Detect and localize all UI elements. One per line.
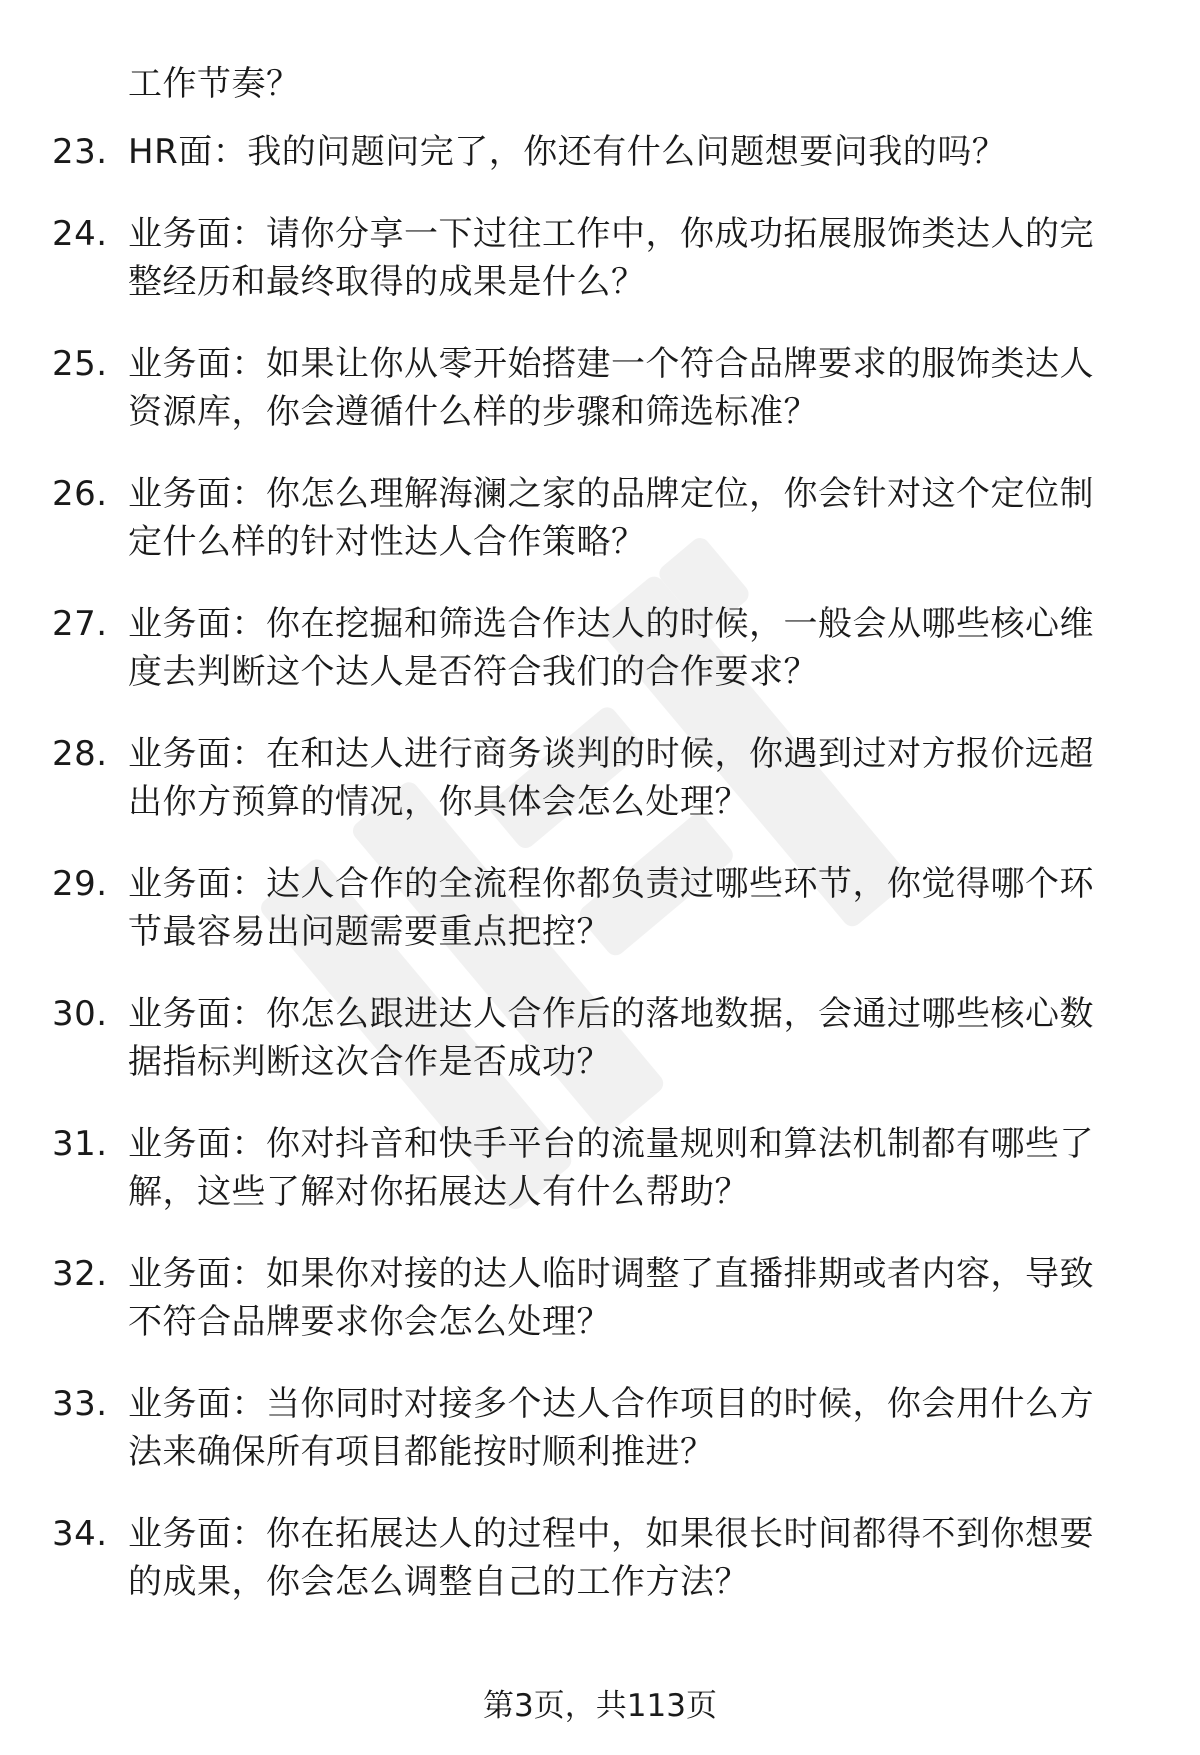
page-footer: 第3页，共113页 [483, 1688, 717, 1724]
question-text: 业务面：你对抖音和快手平台的流量规则和算法机制都有哪些了 解，这些了解对你拓展达人有什么帮助？ [128, 1124, 1094, 1212]
question-number: 31. [52, 1124, 108, 1164]
question-text: 业务面：在和达人进行商务谈判的时候，你遇到过对方报价远超 出你方预算的情况，你具体会怎么处理？ [128, 734, 1094, 822]
question-number: 26. [52, 474, 108, 514]
list-item [0, 600, 1200, 696]
list-item [0, 210, 1200, 306]
list-item [0, 860, 1200, 956]
question-number: 29. [52, 864, 108, 904]
question-text: 业务面：你在挖掘和筛选合作达人的时候，一般会从哪些核心维 度去判断这个达人是否符合我们的合作要求？ [128, 604, 1094, 692]
continuation-text: 工作节奏？ [128, 64, 301, 104]
list-item [0, 1250, 1200, 1346]
question-number: 33. [52, 1384, 108, 1424]
question-text: 业务面：当你同时对接多个达人合作项目的时候，你会用什么方 法来确保所有项目都能按时顺利推进？ [128, 1384, 1094, 1472]
question-number: 32. [52, 1254, 108, 1294]
question-list [0, 128, 1200, 1640]
list-item [0, 990, 1200, 1086]
list-item [0, 470, 1200, 566]
question-number: 25. [52, 344, 108, 384]
question-text: HR面：我的问题问完了，你还有什么问题想要问我的吗？ [128, 132, 1007, 172]
question-text: 业务面：达人合作的全流程你都负责过哪些环节，你觉得哪个环 节最容易出问题需要重点把控？ [128, 864, 1094, 952]
question-text: 业务面：如果你对接的达人临时调整了直播排期或者内容，导致 不符合品牌要求你会怎么处理？ [128, 1254, 1094, 1342]
list-item [0, 128, 1200, 176]
question-text: 业务面：你怎么理解海澜之家的品牌定位，你会针对这个定位制 定什么样的针对性达人合作策略？ [128, 474, 1094, 562]
list-item [0, 340, 1200, 436]
question-number: 27. [52, 604, 108, 644]
question-number: 28. [52, 734, 108, 774]
question-number: 30. [52, 994, 108, 1034]
list-item [0, 730, 1200, 826]
question-number: 34. [52, 1514, 108, 1554]
list-item [0, 1120, 1200, 1216]
question-text: 业务面：如果让你从零开始搭建一个符合品牌要求的服饰类达人 资源库，你会遵循什么样的步骤和筛选标准？ [128, 344, 1094, 432]
list-item [0, 1380, 1200, 1476]
list-item [0, 1510, 1200, 1606]
question-text: 业务面：你怎么跟进达人合作后的落地数据，会通过哪些核心数 据指标判断这次合作是否成功？ [128, 994, 1094, 1082]
question-number: 24. [52, 214, 108, 254]
question-text: 业务面：你在拓展达人的过程中，如果很长时间都得不到你想要 的成果，你会怎么调整自己的工作方法？ [128, 1514, 1094, 1602]
question-text: 业务面：请你分享一下过往工作中，你成功拓展服饰类达人的完 整经历和最终取得的成果是什么？ [128, 214, 1094, 302]
question-number: 23. [52, 132, 108, 172]
